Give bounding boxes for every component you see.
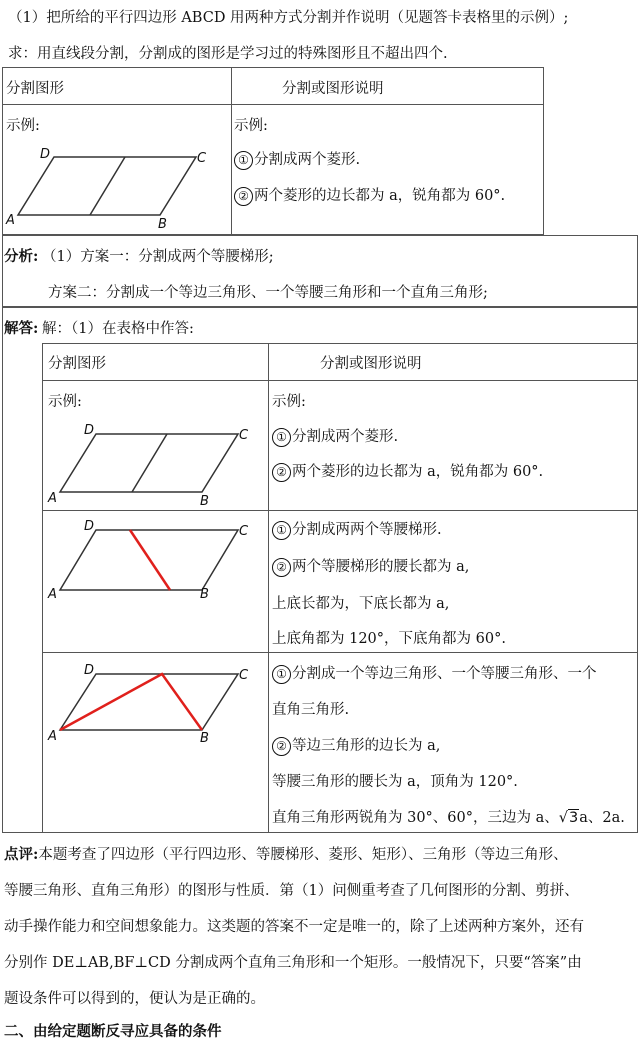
- intro-line-2: 求：用直线段分割，分割成的图形是学习过的特殊图形且不超出四个.: [8, 46, 448, 62]
- vertex-b: B: [200, 494, 209, 509]
- parallelogram-figure-2: [42, 420, 268, 510]
- vertex-a: A: [6, 213, 15, 228]
- solution-header-right: 分割或图形说明: [320, 356, 422, 372]
- vertex-b: B: [200, 731, 209, 746]
- r3-item-2: ② 等边三角形的边长为 a,: [272, 734, 440, 756]
- example-label: 示例:: [6, 118, 40, 134]
- comment-line-4: 分别作 DE⊥AB,BF⊥CD 分割成两个直角三角形和一个矩形。一般情况下，只要“答案”由: [4, 955, 582, 971]
- analysis-label: 分析:: [4, 248, 39, 265]
- solution-label: 解答:: [4, 320, 39, 337]
- example-label-right: 示例:: [234, 118, 268, 134]
- solution-intro: 解：（1）在表格中作答:: [42, 321, 194, 337]
- r3-line-4: 等腰三角形的腰长为 a，顶角为 120°.: [272, 774, 518, 790]
- solution-header-left: 分割图形: [48, 356, 106, 372]
- comment-line-2: 等腰三角形、直角三角形）的图形与性质．第（1）问侧重考查了几何图形的分割、剪拼、: [4, 883, 579, 899]
- parallelogram-figure-triangles: [42, 654, 268, 750]
- comment-line-3: 动手操作能力和空间想象能力。这类题的答案不一定是唯一的，除了上述两种方案外，还有: [4, 919, 584, 935]
- analysis-plan-1: （1）方案一：分割成两个等腰梯形;: [42, 249, 274, 265]
- r2-line-3: 上底长都为，下底长都为 a,: [272, 596, 450, 612]
- r2-item-1: ① 分割成两两个等腰梯形.: [272, 518, 442, 540]
- vertex-c: C: [197, 151, 207, 166]
- vertex-b: B: [158, 217, 167, 232]
- vertex-a: A: [48, 491, 57, 506]
- r3-line-5: 直角三角形两锐角为 30°、60°，三边为 a、√3a、2a.: [272, 810, 625, 826]
- solution-ex-item-2: ② 两个菱形的边长都为 a，锐角都为 60°.: [272, 460, 543, 482]
- vertex-d: D: [40, 147, 51, 162]
- comment-line-1: 点评:本题考查了四边形（平行四边形、等腰梯形、菱形、矩形）、三角形（等边三角形、: [4, 846, 568, 863]
- vertex-d: D: [84, 519, 95, 534]
- r3-item-1: ① 分割成一个等边三角形、一个等腰三角形、一个: [272, 662, 597, 684]
- vertex-a: A: [48, 587, 57, 602]
- r2-item-2: ② 两个等腰梯形的腰长都为 a,: [272, 555, 469, 577]
- vertex-c: C: [239, 428, 249, 443]
- analysis-plan-2: 方案二：分割成一个等边三角形、一个等腰三角形和一个直角三角形;: [48, 285, 488, 301]
- vertex-c: C: [239, 524, 249, 539]
- solution-example-label-right: 示例:: [272, 394, 306, 410]
- vertex-d: D: [84, 663, 95, 678]
- sqrt-symbol: √3: [558, 810, 579, 826]
- table-header-right: 分割或图形说明: [282, 81, 384, 97]
- intro-line-1: （1）把所给的平行四边形 ABCD 用两种方式分割并作说明（见题答卡表格里的示例）;: [8, 10, 569, 26]
- r3-line-2: 直角三角形.: [272, 702, 350, 718]
- example-item-2: ② 两个菱形的边长都为 a，锐角都为 60°.: [234, 184, 505, 206]
- vertex-d: D: [84, 423, 95, 438]
- solution-ex-item-1: ① 分割成两个菱形.: [272, 425, 398, 447]
- solution-example-label: 示例:: [48, 394, 82, 410]
- vertex-a: A: [48, 729, 57, 744]
- table-header-left: 分割图形: [6, 81, 64, 97]
- section-2-title: 二、由给定题断反寻应具备的条件: [4, 1023, 222, 1040]
- r2-line-4: 上底角都为 120°，下底角都为 60°.: [272, 631, 506, 647]
- example-item-1: ① 分割成两个菱形.: [234, 148, 360, 170]
- vertex-c: C: [239, 668, 249, 683]
- vertex-b: B: [200, 587, 209, 602]
- comment-line-5: 题设条件可以得到的，便认为是正确的。: [4, 991, 265, 1007]
- parallelogram-figure-1: [0, 140, 230, 235]
- parallelogram-figure-trapezoids: [42, 512, 268, 604]
